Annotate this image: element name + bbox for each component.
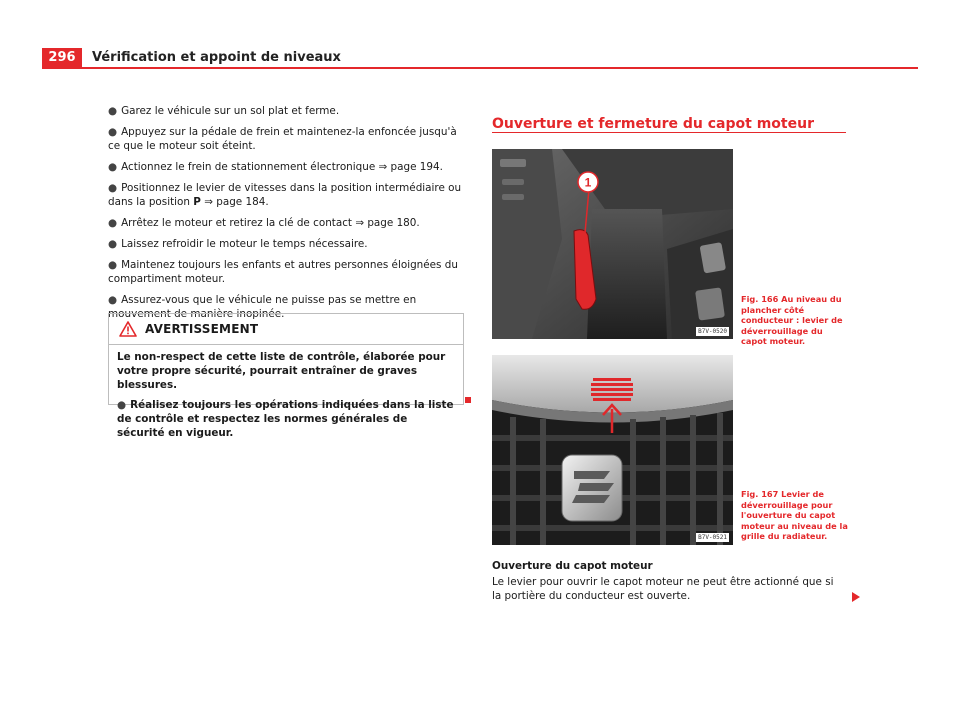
warning-text: Le non-respect de cette liste de contrôle, élaborée pour votre propre sécurité, pourrait entraîner de graves blessures. [117, 351, 446, 391]
warning-box [108, 313, 464, 439]
section-rule [492, 132, 846, 133]
bullet-icon: ● [108, 294, 118, 306]
callout-number: 1 [584, 175, 592, 190]
warning-header [109, 314, 463, 345]
warning-body [109, 345, 463, 440]
bullet-icon: ● [108, 259, 118, 271]
figure-code: B7V-0520 [698, 328, 727, 335]
header-title: Vérification et appoint de niveaux [92, 50, 341, 65]
figure-caption: Fig. 166 Au niveau du plancher côté conducteur : levier de déverrouillage du capot moteur. [741, 294, 843, 346]
figure-hood-release-lever [492, 149, 733, 339]
bullet-icon: ● [117, 399, 127, 411]
warning-triangle-icon [119, 321, 137, 337]
list-item: ● Appuyez sur la pédale de frein et maintenez-la enfoncée jusqu'à ce que le moteur soit éteint. [108, 126, 457, 152]
warning-bullet: ● Réalisez toujours les opérations indiquées dans la liste de contrôle et respectez les normes générales de sécurité en vigueur. [117, 399, 454, 439]
continue-arrow-icon [852, 592, 860, 602]
list-item: ● Arrêtez le moteur et retirez la clé de contact ⇒ page 180. [108, 217, 420, 229]
checklist [108, 104, 462, 328]
warning-title: AVERTISSEMENT [145, 322, 259, 336]
figure-code: B7V-0521 [698, 534, 727, 541]
figure-grille-release [492, 355, 733, 545]
grille-illustration [492, 355, 733, 545]
section-title: Ouverture et fermeture du capot moteur [492, 116, 814, 132]
bullet-icon: ● [108, 126, 118, 138]
bullet-icon: ● [108, 217, 118, 229]
list-item: ● Actionnez le frein de stationnement électronique ⇒ page 194. [108, 161, 443, 173]
figure-caption: Fig. 167 Levier de déverrouillage pour l'ouverture du capot moteur au niveau de la grille du radiateur. [741, 489, 848, 541]
list-item: ● Maintenez toujours les enfants et autres personnes éloignées du compartiment moteur. [108, 259, 458, 285]
header-rule [42, 67, 918, 69]
list-item: ● Positionnez le levier de vitesses dans la position intermédiaire ou dans la position P ⇒ page 184. [108, 182, 462, 208]
list-item: ● Garez le véhicule sur un sol plat et ferme. [108, 105, 340, 117]
bullet-icon: ● [108, 161, 118, 173]
bullet-icon: ● [108, 182, 118, 194]
footwell-illustration [492, 149, 733, 339]
section-end-marker [465, 397, 471, 403]
page-number: 296 [42, 48, 82, 68]
bullet-icon: ● [108, 238, 118, 250]
body-paragraph: Le levier pour ouvrir le capot moteur ne peut être actionné que si la portière du conducteur est ouverte. [492, 576, 834, 602]
subsection-title: Ouverture du capot moteur [492, 560, 653, 572]
bullet-icon: ● [108, 105, 118, 117]
list-item: ● Assurez-vous que le véhicule ne puisse pas se mettre en mouvement de manière inopinée. [108, 294, 417, 320]
list-item: ● Laissez refroidir le moteur le temps nécessaire. [108, 238, 368, 250]
